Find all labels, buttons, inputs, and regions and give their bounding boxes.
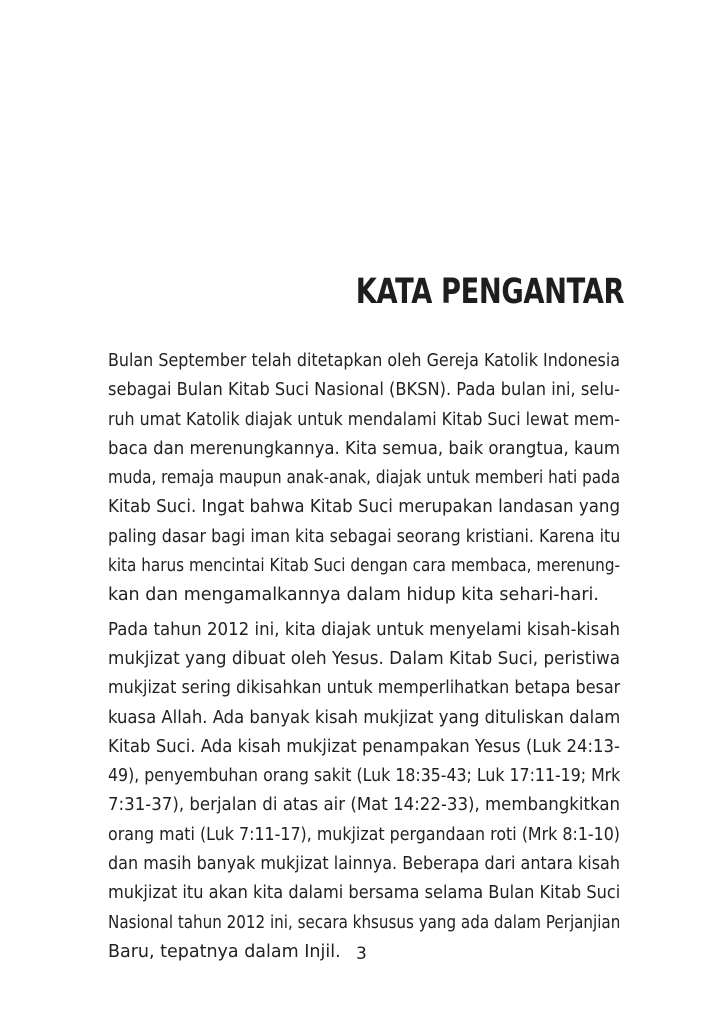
text-line: Bulan September telah ditetapkan oleh Gereja Katolik Indonesia — [108, 351, 620, 371]
text-line: kuasa Allah. Ada banyak kisah mukjizat yang dituliskan dalam — [108, 707, 621, 728]
text-line: mukjizat sering dikisahkan untuk memperlihatkan betapa besar — [108, 678, 621, 699]
text-line: muda, remaja maupun anak-anak, diajak untuk memberi hati pada — [108, 468, 621, 489]
text-line: kan dan mengamalkannya dalam hidup kita sehari-hari. — [108, 585, 599, 606]
page-number: 3 — [356, 944, 367, 964]
text-line: 7:31-37), berjalan di atas air (Mat 14:22-33), membangkitkan — [108, 795, 621, 816]
page-title: KATA PENGANTAR — [355, 272, 624, 312]
body-text — [108, 347, 620, 972]
text-line: Nasional tahun 2012 ini, secara khsusus yang ada dalam Perjanjian — [108, 912, 621, 933]
text-line: sebagai Bulan Kitab Suci Nasional (BKSN). Pada bulan ini, selu- — [108, 380, 620, 401]
text-line: mukjizat itu akan kita dalami bersama selama Bulan Kitab Suci — [108, 883, 621, 904]
text-line: baca dan merenungkannya. Kita semua, baik orangtua, kaum — [108, 438, 621, 459]
text-line: Baru, tepatnya dalam Injil. — [108, 941, 341, 962]
text-line: 49), penyembuhan orang sakit (Luk 18:35-43; Luk 17:11-19; Mrk — [108, 766, 621, 787]
text-line: Pada tahun 2012 ini, kita diajak untuk menyelami kisah-kisah — [108, 619, 620, 640]
text-line: dan masih banyak mukjizat lainnya. Beberapa dari antara kisah — [108, 854, 620, 875]
text-line: paling dasar bagi iman kita sebagai seorang kristiani. Karena itu — [108, 526, 621, 547]
paragraph-1 — [108, 347, 620, 611]
text-line: orang mati (Luk 7:11-17), mukjizat pergandaan roti (Mrk 8:1-10) — [108, 824, 620, 845]
text-line: Kitab Suci. Ada kisah mukjizat penampakan Yesus (Luk 24:13- — [108, 736, 620, 757]
text-line: Kitab Suci. Ingat bahwa Kitab Suci merupakan landasan yang — [108, 497, 620, 518]
text-line: kita harus mencintai Kitab Suci dengan cara membaca, merenung- — [108, 556, 620, 577]
text-line: mukjizat yang dibuat oleh Yesus. Dalam Kitab Suci, peristiwa — [108, 648, 620, 669]
text-line: ruh umat Katolik diajak untuk mendalami Kitab Suci lewat mem- — [108, 409, 620, 430]
paragraph-2 — [108, 616, 620, 968]
